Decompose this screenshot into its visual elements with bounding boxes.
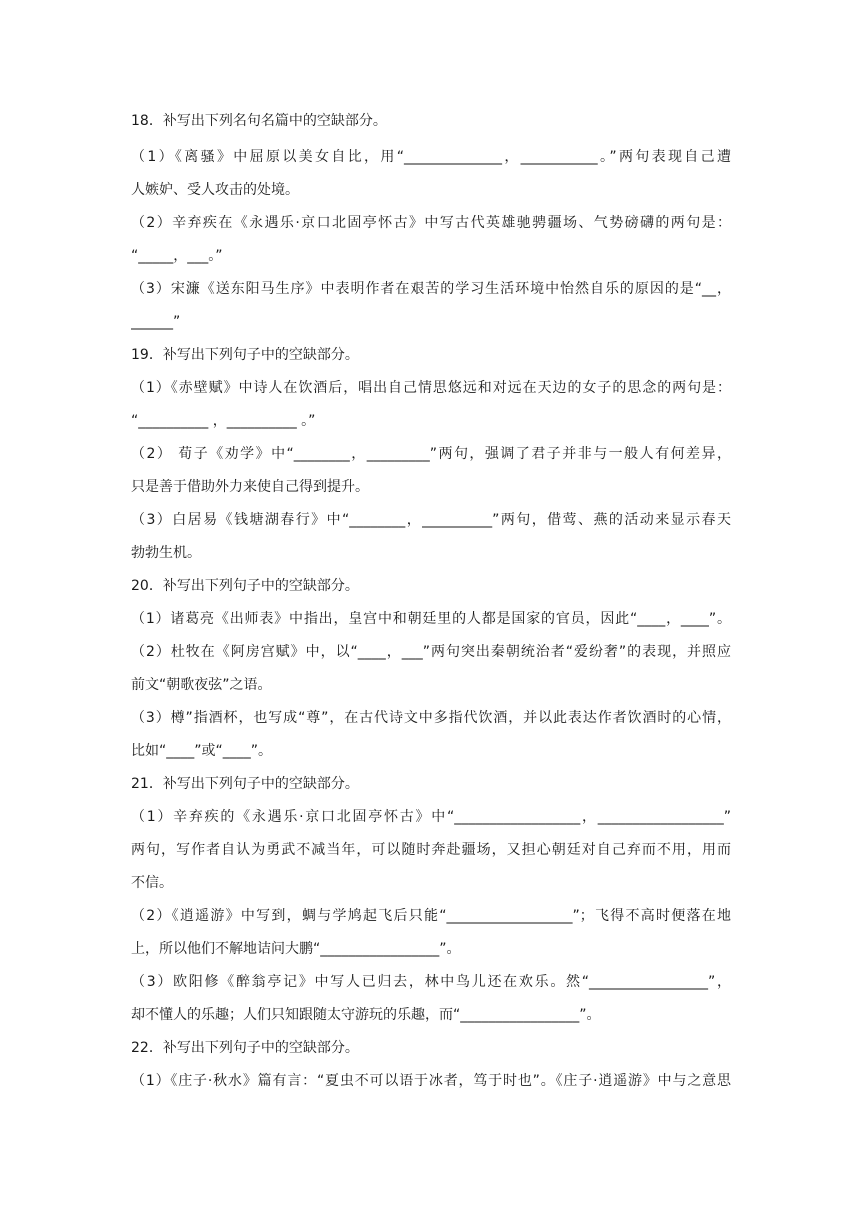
question-22-heading: 22．补写出下列句子中的空缺部分。: [131, 1040, 359, 1056]
question-20-item-3-line-2: 比如“____”或“____”。: [131, 743, 273, 759]
question-22-item-1-line-1: （1）《庄子·秋水》篇有言：“夏虫不可以语于冰者，笃于时也”。《庄子·逍遥游》中与之意思: [131, 1073, 731, 1089]
question-18-item-3-line-1: （3）宋濂《送东阳马生序》中表明作者在艰苦的学习生活环境中怡然自乐的原因的是“__，: [131, 281, 731, 297]
question-19-item-1-line-2: “__________ ，__________ 。”: [131, 413, 316, 429]
question-21-item-2-line-1: （2）《逍遥游》中写到，蜩与学鸠起飞后只能“__________________”；飞得不高时便落在地: [131, 908, 731, 924]
question-21-item-3-line-2: 却不懂人的乐趣；人们只知跟随太守游玩的乐趣，而“_________________”。: [131, 1007, 601, 1023]
question-18-item-1-line-2: 人嫉妒、受人攻击的处境。: [131, 182, 299, 198]
question-20-item-1-line-1: （1）诸葛亮《出师表》中指出，皇宫中和朝廷里的人都是国家的官员，因此“____，____”。: [131, 611, 731, 627]
question-18-heading: 18．补写出下列名句名篇中的空缺部分。: [131, 113, 387, 129]
question-21-item-3-line-1: （3）欧阳修《醉翁亭记》中写人已归去，林中鸟儿还在欢乐。然“_________________”，: [131, 974, 731, 990]
question-21-item-1-line-1: （1）辛弃疾的《永遇乐·京口北固亭怀古》中“__________________，__________________”: [131, 809, 731, 825]
question-19-item-2-line-2: 只是善于借助外力来使自己得到提升。: [131, 479, 369, 495]
question-20-item-2-line-2: 前文“朝歌夜弦”之语。: [131, 677, 272, 693]
question-19-item-1-line-1: （1）《赤壁赋》中诗人在饮酒后，唱出自己情思悠远和对远在天边的女子的思念的两句是：: [131, 380, 731, 396]
question-19-item-2-line-1: （2） 荀子《劝学》中“________，_________”两句，强调了君子并非与一般人有何差异，: [131, 446, 731, 462]
question-18-item-3-line-2: ______”: [131, 314, 181, 330]
question-21-heading: 21．补写出下列句子中的空缺部分。: [131, 776, 359, 792]
question-19-heading: 19．补写出下列句子中的空缺部分。: [131, 347, 359, 363]
question-20-item-3-line-1: （3）樽”指酒杯，也写成“尊”，在古代诗文中多指代饮酒，并以此表达作者饮酒时的心情，: [131, 710, 731, 726]
question-20-heading: 20．补写出下列句子中的空缺部分。: [131, 578, 359, 594]
question-18-item-2-line-1: （2）辛弃疾在《永遇乐·京口北固亭怀古》中写古代英雄驰骋疆场、气势磅礴的两句是：: [131, 215, 731, 231]
question-21-item-1-line-3: 不信。: [131, 875, 173, 891]
question-19-item-3-line-2: 勃勃生机。: [131, 545, 201, 561]
question-18-item-2-line-2: “_____，___。”: [131, 248, 223, 264]
question-21-item-1-line-2: 两句，写作者自认为勇武不减当年，可以随时奔赴疆场，又担心朝廷对自己弃而不用，用而: [131, 842, 731, 858]
question-21-item-2-line-2: 上，所以他们不解地诘问大鹏“_________________”。: [131, 941, 461, 957]
question-19-item-3-line-1: （3）白居易《钱塘湖春行》中“________，__________”两句，借莺、燕的活动来显示春天: [131, 512, 731, 528]
question-18-item-1-line-1: （1）《离骚》中屈原以美女自比，用“______________，___________。”两句表现自己遭: [131, 149, 731, 165]
question-20-item-2-line-1: （2）杜牧在《阿房宫赋》中，以“____，___”两句突出秦朝统治者“爱纷奢”的表现，并照应: [131, 644, 731, 660]
